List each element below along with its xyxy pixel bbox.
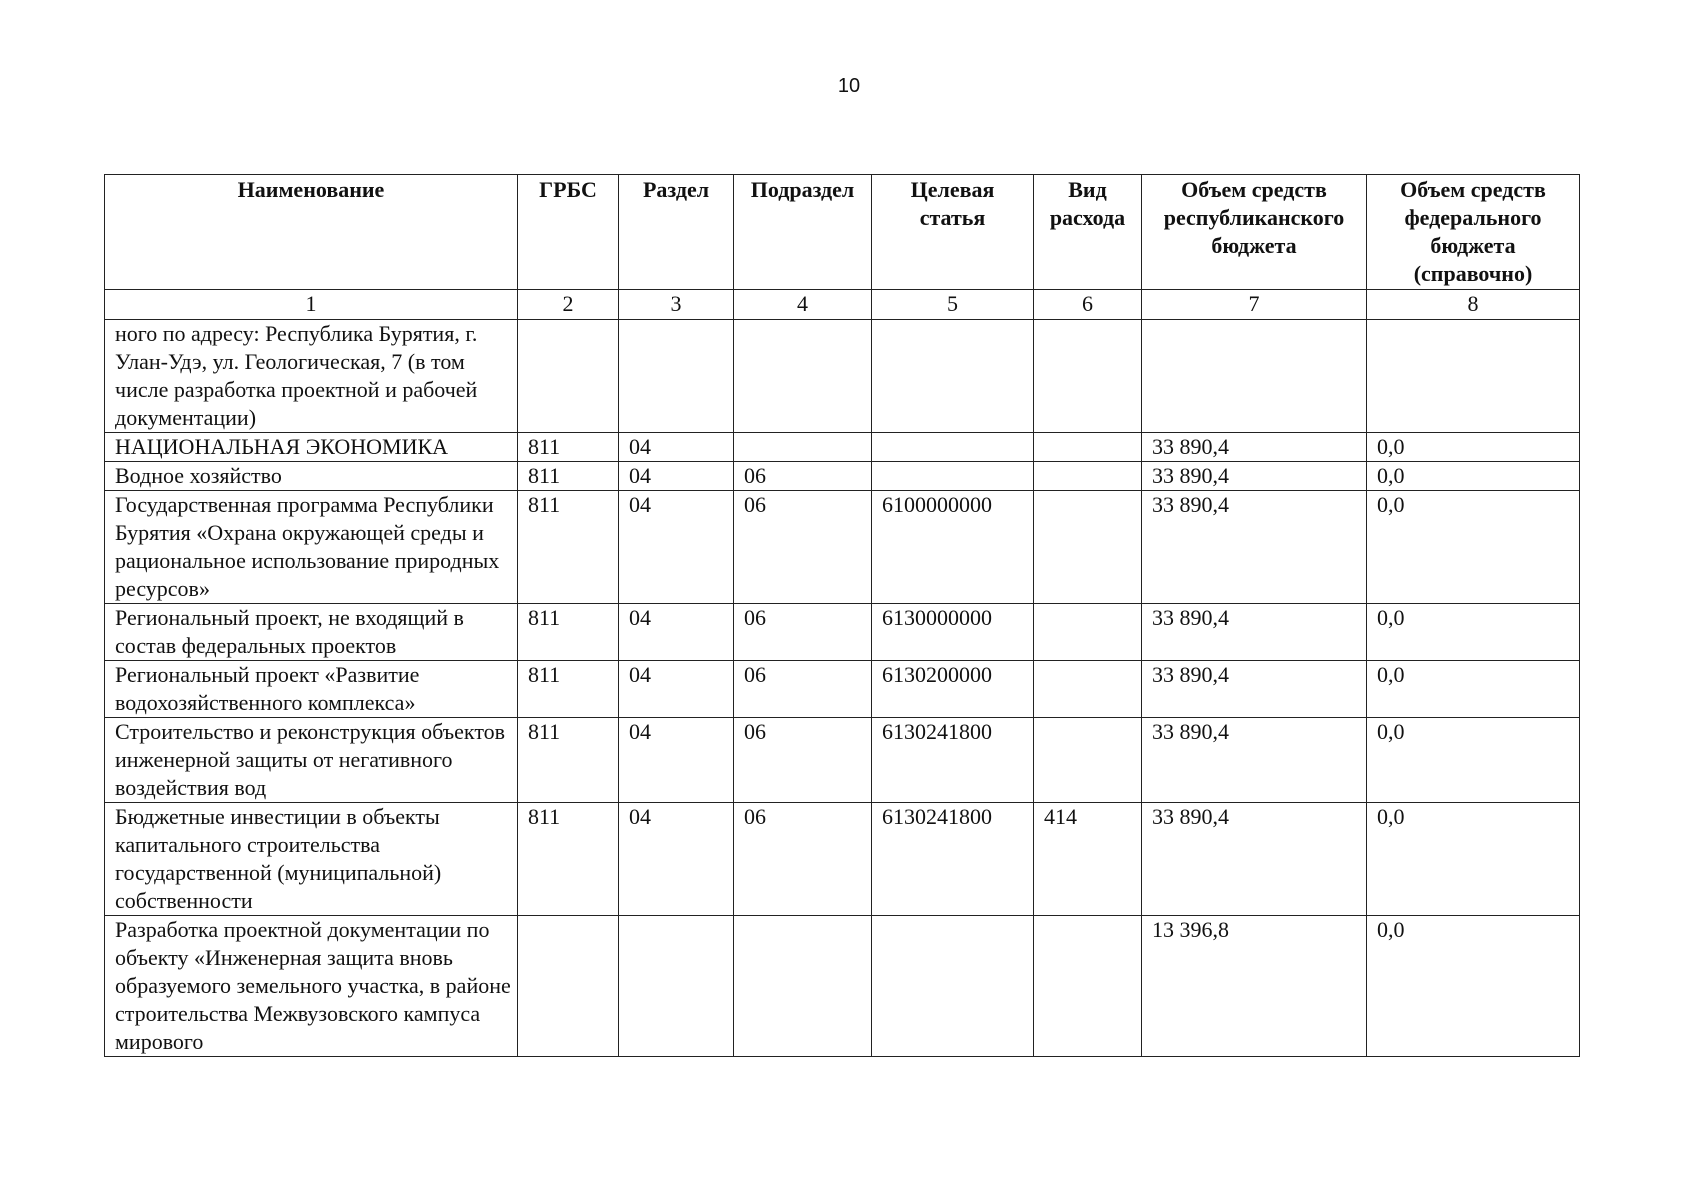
- row-expense-type: [1034, 718, 1142, 803]
- row-target-article: [872, 462, 1034, 491]
- row-podrazdel: 06: [734, 491, 872, 604]
- column-header-federal-budget: Объем средств федерального бюджета (справочно): [1367, 175, 1580, 290]
- row-target-article: [872, 320, 1034, 433]
- row-name: Региональный проект, не входящий в состав федеральных проектов: [105, 604, 518, 661]
- column-number: 2: [518, 290, 619, 320]
- row-federal-amount: 0,0: [1367, 462, 1580, 491]
- table-row: [105, 491, 1580, 604]
- column-number: 7: [1142, 290, 1367, 320]
- row-expense-type: [1034, 491, 1142, 604]
- row-target-article: 6100000000: [872, 491, 1034, 604]
- row-name: Государственная программа Республики Бурятия «Охрана окружающей среды и рациональное использование природных ресурсов»: [105, 491, 518, 604]
- column-header-grbs: ГРБС: [518, 175, 619, 290]
- row-republican-amount: 33 890,4: [1142, 661, 1367, 718]
- row-podrazdel: [734, 433, 872, 462]
- row-federal-amount: 0,0: [1367, 916, 1580, 1057]
- budget-table: [104, 174, 1580, 1057]
- row-name: ного по адресу: Республика Бурятия, г. Улан-Удэ, ул. Геологическая, 7 (в том числе разработка проектной и рабочей документации): [105, 320, 518, 433]
- table-row: [105, 604, 1580, 661]
- table-row: [105, 433, 1580, 462]
- row-republican-amount: 33 890,4: [1142, 604, 1367, 661]
- column-number: 3: [619, 290, 734, 320]
- row-podrazdel: [734, 320, 872, 433]
- row-republican-amount: 33 890,4: [1142, 462, 1367, 491]
- table-row: [105, 320, 1580, 433]
- column-number-row: [105, 290, 1580, 320]
- row-podrazdel: 06: [734, 661, 872, 718]
- row-razdel: 04: [619, 718, 734, 803]
- table-row: [105, 462, 1580, 491]
- row-podrazdel: 06: [734, 718, 872, 803]
- row-expense-type: [1034, 320, 1142, 433]
- row-grbs: 811: [518, 491, 619, 604]
- table-row: [105, 916, 1580, 1057]
- table-row: [105, 661, 1580, 718]
- row-republican-amount: 33 890,4: [1142, 491, 1367, 604]
- page-number: 10: [837, 75, 861, 97]
- row-podrazdel: 06: [734, 462, 872, 491]
- row-razdel: [619, 320, 734, 433]
- row-grbs: 811: [518, 803, 619, 916]
- column-header-razdel: Раздел: [619, 175, 734, 290]
- row-grbs: 811: [518, 718, 619, 803]
- column-header-name: Наименование: [105, 175, 518, 290]
- row-expense-type: [1034, 433, 1142, 462]
- row-target-article: [872, 916, 1034, 1057]
- row-razdel: [619, 916, 734, 1057]
- row-grbs: [518, 916, 619, 1057]
- row-podrazdel: [734, 916, 872, 1057]
- row-federal-amount: 0,0: [1367, 803, 1580, 916]
- row-expense-type: [1034, 604, 1142, 661]
- row-grbs: 811: [518, 433, 619, 462]
- row-podrazdel: 06: [734, 803, 872, 916]
- column-header-podrazdel: Подраздел: [734, 175, 872, 290]
- row-target-article: 6130000000: [872, 604, 1034, 661]
- row-grbs: 811: [518, 462, 619, 491]
- column-number: 4: [734, 290, 872, 320]
- row-name: Строительство и реконструкция объектов инженерной защиты от негативного воздействия вод: [105, 718, 518, 803]
- row-grbs: [518, 320, 619, 433]
- row-name: Водное хозяйство: [105, 462, 518, 491]
- row-name: НАЦИОНАЛЬНАЯ ЭКОНОМИКА: [105, 433, 518, 462]
- row-federal-amount: [1367, 320, 1580, 433]
- row-federal-amount: 0,0: [1367, 433, 1580, 462]
- table-header-row: [105, 175, 1580, 290]
- row-razdel: 04: [619, 433, 734, 462]
- table-row: [105, 803, 1580, 916]
- row-razdel: 04: [619, 661, 734, 718]
- column-number: 5: [872, 290, 1034, 320]
- column-number: 6: [1034, 290, 1142, 320]
- row-razdel: 04: [619, 491, 734, 604]
- row-republican-amount: [1142, 320, 1367, 433]
- row-razdel: 04: [619, 604, 734, 661]
- column-header-republican-budget: Объем средств республиканского бюджета: [1142, 175, 1367, 290]
- row-expense-type: 414: [1034, 803, 1142, 916]
- row-target-article: [872, 433, 1034, 462]
- column-number: 8: [1367, 290, 1580, 320]
- row-name: Разработка проектной документации по объекту «Инженерная защита вновь образуемого земельного участка, в районе строительства Межвузовского кампуса мирового: [105, 916, 518, 1057]
- row-federal-amount: 0,0: [1367, 604, 1580, 661]
- row-razdel: 04: [619, 462, 734, 491]
- row-expense-type: [1034, 462, 1142, 491]
- row-federal-amount: 0,0: [1367, 718, 1580, 803]
- row-grbs: 811: [518, 604, 619, 661]
- row-grbs: 811: [518, 661, 619, 718]
- column-number: 1: [105, 290, 518, 320]
- row-federal-amount: 0,0: [1367, 491, 1580, 604]
- row-target-article: 6130241800: [872, 803, 1034, 916]
- row-razdel: 04: [619, 803, 734, 916]
- column-header-expense-type: Вид расхода: [1034, 175, 1142, 290]
- row-republican-amount: 13 396,8: [1142, 916, 1367, 1057]
- column-header-target-article: Целевая статья: [872, 175, 1034, 290]
- row-republican-amount: 33 890,4: [1142, 718, 1367, 803]
- row-republican-amount: 33 890,4: [1142, 433, 1367, 462]
- row-expense-type: [1034, 661, 1142, 718]
- row-target-article: 6130200000: [872, 661, 1034, 718]
- row-expense-type: [1034, 916, 1142, 1057]
- row-podrazdel: 06: [734, 604, 872, 661]
- row-target-article: 6130241800: [872, 718, 1034, 803]
- row-name: Бюджетные инвестиции в объекты капитального строительства государственной (муниципальной) собственности: [105, 803, 518, 916]
- row-name: Региональный проект «Развитие водохозяйственного комплекса»: [105, 661, 518, 718]
- row-republican-amount: 33 890,4: [1142, 803, 1367, 916]
- row-federal-amount: 0,0: [1367, 661, 1580, 718]
- table-row: [105, 718, 1580, 803]
